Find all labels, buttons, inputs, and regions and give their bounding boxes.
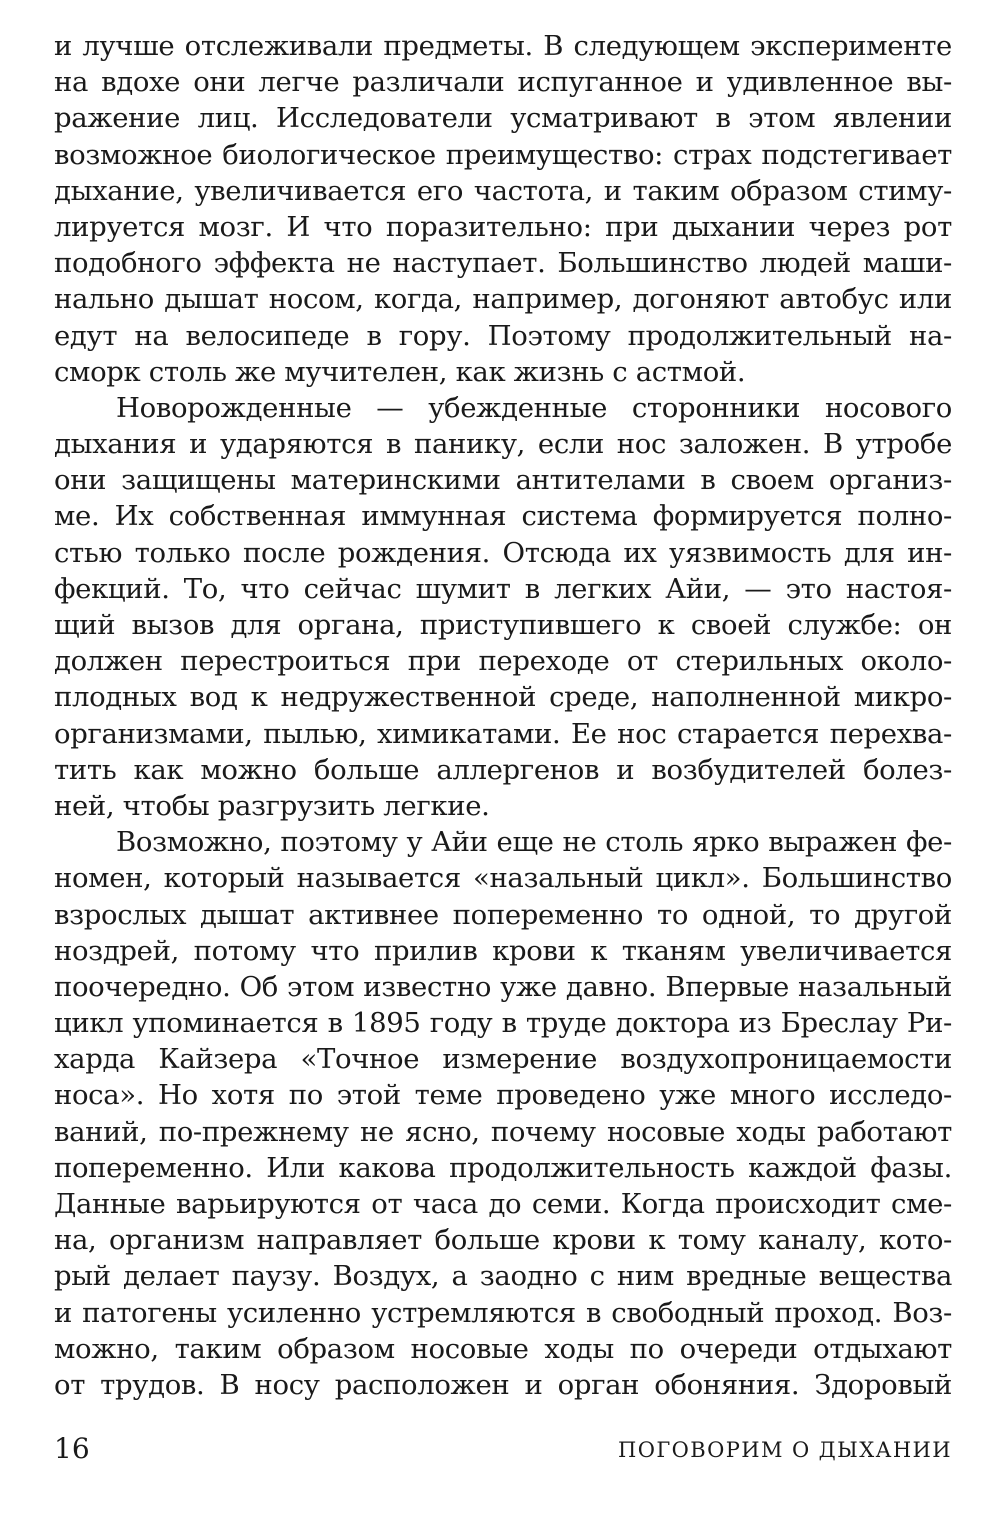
text-line: организмами, пылью, химикатами. Ее нос старается перехва-	[54, 717, 952, 750]
text-line: нально дышат носом, когда, например, догоняют автобус или	[54, 283, 952, 316]
text-line: возможное биологическое преимущество: страх подстегивает	[54, 138, 952, 171]
page-footer	[54, 1432, 952, 1472]
text-line: дыхания и ударяются в панику, если нос заложен. В утробе	[54, 428, 952, 461]
text-line: фекций. То, что сейчас шумит в легких Айи, — это настоя-	[54, 572, 952, 605]
text-line: сморк столь же мучителен, как жизнь с астмой.	[54, 355, 746, 388]
text-line: и патогены усиленно устремляются в свободный проход. Воз-	[54, 1296, 952, 1329]
text-line: носа». Но хотя по этой теме проведено уже много исследо-	[54, 1079, 952, 1112]
text-line: на, организм направляет больше крови к тому каналу, кото-	[54, 1224, 952, 1257]
text-line: поочередно. Об этом известно уже давно. Впервые назальный	[54, 970, 952, 1003]
text-line: лируется мозг. И что поразительно: при дыхании через рот	[54, 210, 952, 243]
text-line: они защищены материнскими антителами в своем организ-	[54, 464, 952, 497]
text-line: должен перестроиться при переходе от стерильных около-	[54, 645, 952, 678]
text-line: можно, таким образом носовые ходы по очереди отдыхают	[54, 1332, 952, 1365]
text-line: ваний, по-прежнему не ясно, почему носовые ходы работают	[54, 1115, 952, 1148]
text-line: стью только после рождения. Отсюда их уязвимость для ин-	[54, 536, 952, 569]
text-line: тить как можно больше аллергенов и возбудителей болез-	[54, 753, 952, 786]
text-line: ноздрей, потому что прилив крови к тканям увеличивается	[54, 934, 952, 967]
text-line: плодных вод к недружественной среде, наполненной микро-	[54, 681, 952, 714]
text-line: взрослых дышат активнее попеременно то одной, то другой	[54, 898, 952, 931]
text-line: от трудов. В носу расположен и орган обоняния. Здоровый	[54, 1368, 952, 1401]
text-line: харда Кайзера «Точное измерение воздухопроницаемости	[54, 1043, 952, 1076]
text-line: попеременно. Или какова продолжительность каждой фазы.	[54, 1151, 952, 1184]
text-line: ме. Их собственная иммунная система формируется полно-	[54, 500, 952, 533]
text-line: Новорожденные — убежденные сторонники носового	[116, 391, 952, 424]
text-line: ражение лиц. Исследователи усматривают в этом явлении	[54, 102, 952, 135]
text-line: дыхание, увеличивается его частота, и таким образом стиму-	[54, 174, 952, 207]
text-line: щий вызов для органа, приступившего к своей службе: он	[54, 609, 952, 641]
text-line: ней, чтобы разгрузить легкие.	[54, 789, 490, 822]
text-line: Данные варьируются от часа до семи. Когда происходит сме-	[54, 1188, 952, 1220]
text-line: едут на велосипеде в гору. Поэтому продолжительный на-	[54, 319, 952, 352]
text-line: рый делает паузу. Воздух, а заодно с ним вредные вещества	[54, 1260, 952, 1293]
text-line: на вдохе они легче различали испуганное и удивленное вы-	[54, 66, 952, 99]
text-line: подобного эффекта не наступает. Большинство людей маши-	[54, 247, 952, 280]
text-line: цикл упоминается в 1895 году в труде доктора из Бреслау Ри-	[54, 1007, 952, 1040]
text-line: и лучше отслеживали предметы. В следующем эксперименте	[54, 30, 952, 62]
page-body-text	[54, 28, 952, 1403]
text-line: номен, который называется «назальный цикл». Большинство	[54, 862, 952, 895]
text-line: Возможно, поэтому у Айи еще не столь ярко выражен фе-	[116, 826, 952, 859]
page-number: 16	[54, 1432, 90, 1465]
running-title: ПОГОВОРИМ О ДЫХАНИИ	[618, 1438, 952, 1462]
